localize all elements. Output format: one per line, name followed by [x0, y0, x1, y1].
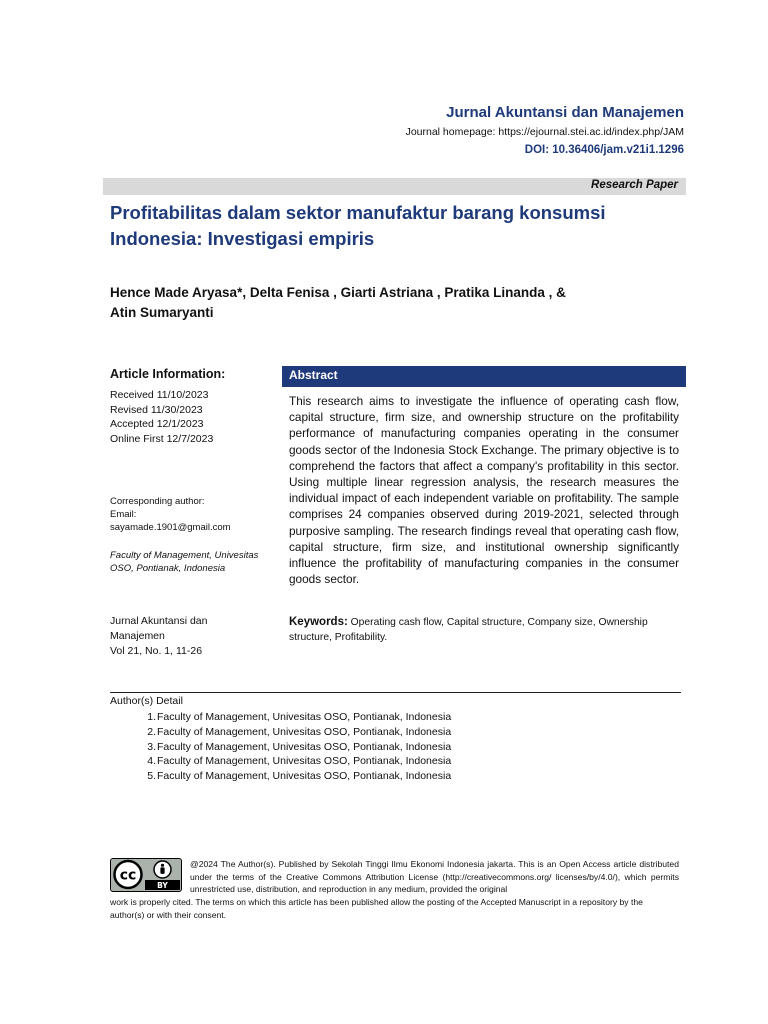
doi: DOI: 10.36406/jam.v21i1.1296 — [524, 144, 684, 156]
list-number: 1. — [147, 711, 156, 723]
article-dates — [110, 388, 213, 446]
license-text-continued: work is properly cited. The terms on which this article has been published allow the posting of the Accepted Manuscript in a repository by the author(s) or with their consent. — [110, 897, 643, 920]
corresponding-label: Corresponding author: — [110, 496, 205, 507]
article-type-bar — [103, 178, 686, 195]
list-text: Faculty of Management, Univesitas OSO, Pontianak, Indonesia — [157, 740, 452, 753]
journal-ref-volume: Vol 21, No. 1, 11-26 — [110, 645, 203, 657]
keywords-label: Keywords: — [289, 616, 348, 628]
title-line: Profitabilitas dalam sektor manufaktur barang konsumsi — [110, 202, 606, 223]
list-item — [110, 740, 451, 755]
date-received: Received 11/10/2023 — [110, 389, 209, 401]
author-detail-heading: Author(s) Detail — [110, 695, 183, 707]
journal-name: Jurnal Akuntansi dan Manajemen — [446, 104, 684, 121]
list-text: Faculty of Management, Univesitas OSO, Pontianak, Indonesia — [157, 755, 452, 768]
keywords-list: Operating cash flow, Capital structure, Company size, Ownership structure, Profitability. — [289, 617, 648, 643]
list-number: 4. — [147, 755, 156, 768]
by-label: BY — [157, 881, 168, 890]
article-type: Research Paper — [591, 179, 678, 191]
email-label: Email: — [110, 509, 137, 520]
authors-line: Hence Made Aryasa*, Delta Fenisa , Giarti Astriana , Pratika Linanda , & — [110, 285, 566, 300]
title-line: Indonesia: Investigasi empiris — [110, 228, 375, 249]
date-accepted: Accepted 12/1/2023 — [110, 418, 204, 430]
list-item — [110, 710, 451, 725]
date-revised: Revised 11/30/2023 — [110, 403, 203, 416]
email-address[interactable]: sayamade.1901@gmail.com — [110, 522, 231, 533]
authors-line: Atin Sumaryanti — [110, 305, 214, 320]
journal-ref-name: Jurnal Akuntansi dan Manajemen — [110, 615, 208, 642]
cc-logo-text: cc — [119, 867, 137, 884]
cc-by-logo-icon — [111, 859, 180, 890]
list-text: Faculty of Management, Univesitas OSO, Pontianak, Indonesia — [157, 770, 452, 783]
list-number: 5. — [147, 770, 156, 783]
section-divider — [110, 692, 681, 693]
journal-homepage: Journal homepage: https://ejournal.stei.ac.id/index.php/JAM — [405, 126, 684, 138]
paper-title — [110, 200, 686, 252]
date-online-first: Online First 12/7/2023 — [110, 432, 214, 445]
corresponding-author — [110, 495, 275, 534]
article-info-heading: Article Information: — [110, 367, 226, 381]
journal-reference — [110, 614, 250, 659]
author-detail-list — [110, 710, 451, 784]
list-number: 3. — [147, 740, 156, 753]
list-item — [110, 725, 451, 740]
authors — [110, 283, 670, 323]
list-text: Faculty of Management, Univesitas OSO, Pontianak, Indonesia — [157, 725, 452, 738]
abstract-body: This research aims to investigate the influence of operating cash flow, capital structure, firm size, and ownership structure on the profitability performance of manufacturing companies operating in the consumer goods sector of the Indonesia Stock Exchange. The primary objective is to comprehend the factors that affect a company's profitability in this sector. Using multiple linear regression analysis, the research measures the individual impact of each independent variable on profitability. The sample comprises 24 companies observed during 2019-2021, selected through purposive sampling. The research findings reveal that operating cash flow, capital structure, firm size, and institutional ownership significantly influence the profitability of manufacturing companies in the consumer goods sector. — [289, 394, 679, 587]
list-text: Faculty of Management, Univesitas OSO, Pontianak, Indonesia — [157, 711, 452, 723]
affiliation: Faculty of Management, Univesitas OSO, Pontianak, Indonesia — [110, 550, 259, 574]
list-item — [110, 769, 451, 784]
list-item — [110, 754, 451, 769]
abstract-header — [282, 366, 686, 387]
cc-by-license-badge[interactable] — [110, 858, 182, 892]
keywords — [289, 615, 679, 645]
list-number: 2. — [147, 725, 156, 738]
license-text: @2024 The Author(s). Published by Sekolah Tinggi Ilmu Ekonomi Indonesia jakarta. This is an Open Access article distributed under the terms of the Creative Commons Attribution License (http://creativecommons.org/ licenses/by/4.0/), which permits unrestricted use, distribution, and reproduction in any medium, provided the original — [190, 859, 679, 895]
abstract-heading: Abstract — [289, 368, 338, 382]
